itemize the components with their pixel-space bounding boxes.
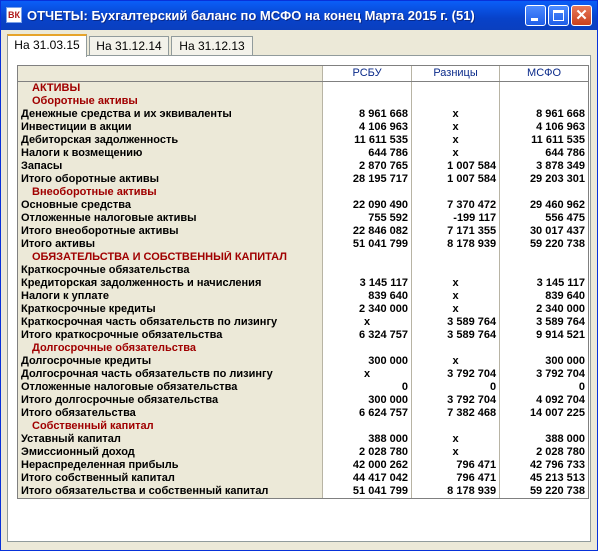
row-msfo [500,82,588,96]
row-diff: x [411,355,499,368]
row-rsbu: 42 000 262 [323,459,412,472]
row-label: Запасы [18,160,323,173]
row-rsbu [323,342,412,355]
row-label: Итого долгосрочные обязательства [18,394,323,407]
row-msfo [500,342,588,355]
row-diff [411,82,499,96]
row-rsbu: 44 417 042 [323,472,412,485]
table-row[interactable] [18,355,588,368]
row-label: Итого краткосрочные обязательства [18,329,323,342]
header-msfo[interactable]: МСФО [500,66,588,82]
row-label: ОБЯЗАТЕЛЬСТВА И СОБСТВЕННЫЙ КАПИТАЛ [18,251,323,264]
table-row[interactable] [18,433,588,446]
row-rsbu: 2 870 765 [323,160,412,173]
row-msfo: 644 786 [545,147,585,159]
table-row[interactable] [18,238,588,251]
row-label: Краткосрочные обязательства [18,264,323,277]
row-label: Налоги к возмещению [18,147,323,160]
table-row[interactable] [18,303,588,316]
row-rsbu: 300 000 [323,394,412,407]
table-row[interactable] [18,329,588,342]
row-diff: 1 007 584 [411,173,499,186]
row-label: Долгосрочные обязательства [18,342,323,355]
table-row[interactable] [18,264,588,277]
row-label: Итого собственный капитал [18,472,323,485]
row-diff: x [411,134,499,147]
row-msfo: 29 203 301 [529,173,585,185]
row-msfo: 556 475 [545,212,585,224]
row-label: Долгосрочные кредиты [18,355,323,368]
row-diff: 8 178 939 [411,238,499,251]
row-diff: 7 382 468 [411,407,499,420]
row-rsbu: 755 592 [323,212,412,225]
table-row[interactable] [18,134,588,147]
row-diff: 3 589 764 [411,329,499,342]
table-row[interactable] [18,225,588,238]
table-row[interactable] [18,368,588,381]
row-msfo: 300 000 [545,355,585,367]
row-diff: 1 007 584 [411,160,499,173]
row-msfo: 8 961 668 [536,108,585,120]
row-diff: 3 589 764 [411,316,499,329]
tab-panel [7,55,591,542]
row-label: Оборотные активы [18,95,323,108]
row-diff: x [411,446,499,459]
row-msfo: 45 213 513 [529,472,585,484]
row-rsbu: 51 041 799 [323,238,412,251]
table-row[interactable] [18,485,588,498]
row-label: Итого внеоборотные активы [18,225,323,238]
row-label: Итого обязательства и собственный капитал [18,485,323,498]
row-msfo: 0 [578,381,585,393]
row-rsbu: 6 624 757 [323,407,412,420]
header-label [18,66,323,82]
row-msfo: 3 792 704 [536,368,585,380]
row-msfo: 59 220 738 [529,238,585,250]
table-row[interactable] [18,277,588,290]
row-msfo: 2 340 000 [536,303,585,315]
row-msfo: 4 092 704 [536,394,585,406]
row-msfo: 2 028 780 [536,446,585,458]
row-diff: x [411,290,499,303]
row-rsbu: 28 195 717 [323,173,412,186]
title-bar[interactable] [1,1,597,30]
table-row[interactable] [18,147,588,160]
row-label: Уставный капитал [18,433,323,446]
table-row[interactable] [18,212,588,225]
row-rsbu [323,264,412,277]
row-label: Эмиссионный доход [18,446,323,459]
row-label: Налоги к уплате [18,290,323,303]
table-row[interactable] [18,173,588,186]
row-diff: x [411,303,499,316]
row-msfo [500,251,588,264]
row-rsbu: x [323,316,412,329]
row-label: АКТИВЫ [18,82,323,96]
row-label: Отложенные налоговые обязательства [18,381,323,394]
row-diff [411,342,499,355]
row-msfo [500,186,588,199]
row-diff: x [411,147,499,160]
row-diff: 3 792 704 [411,368,499,381]
row-rsbu [323,251,412,264]
row-diff: 3 792 704 [411,394,499,407]
row-rsbu: 839 640 [323,290,412,303]
row-label: Нераспределенная прибыль [18,459,323,472]
table-row[interactable] [18,472,588,485]
table-row[interactable] [18,95,588,108]
minimize-icon [531,18,538,21]
row-rsbu: 644 786 [323,147,412,160]
minimize-button[interactable] [525,5,546,26]
row-label: Основные средства [18,199,323,212]
row-msfo: 9 914 521 [536,329,585,341]
table-row[interactable] [18,459,588,472]
row-label: Инвестиции в акции [18,121,323,134]
row-msfo: 59 220 738 [529,485,585,497]
row-msfo: 42 796 733 [529,459,585,471]
row-msfo: 3 589 764 [536,316,585,328]
row-diff [411,420,499,433]
row-diff: x [411,108,499,121]
close-icon: ✕ [575,7,588,24]
maximize-icon [553,10,564,21]
row-diff: x [411,121,499,134]
row-rsbu: 11 611 535 [323,134,412,147]
row-diff: 7 171 355 [411,225,499,238]
table-row[interactable] [18,394,588,407]
row-label: Итого активы [18,238,323,251]
table-row[interactable] [18,160,588,173]
row-msfo [500,420,588,433]
window-title: ОТЧЕТЫ: Бухгалтерский баланс по МСФО на конец Марта 2015 г. (51) [27,8,475,23]
close-button[interactable] [571,5,592,26]
row-diff: 7 370 472 [411,199,499,212]
row-label: Долгосрочная часть обязательств по лизингу [18,368,323,381]
row-rsbu: 388 000 [323,433,412,446]
tab-31-03-15[interactable]: На 31.03.15 [7,34,87,57]
tab-31-12-14[interactable]: На 31.12.14 [89,36,169,55]
table-row[interactable] [18,446,588,459]
table-row[interactable] [18,108,588,121]
row-label: Собственный капитал [18,420,323,433]
row-rsbu: 3 145 117 [323,277,412,290]
table-row[interactable] [18,186,588,199]
row-label: Дебиторская задолженность [18,134,323,147]
row-label: Итого оборотные активы [18,173,323,186]
table-row[interactable] [18,407,588,420]
row-rsbu: 6 324 757 [323,329,412,342]
table-row[interactable] [18,82,588,96]
row-rsbu: 8 961 668 [323,108,412,121]
maximize-button[interactable] [548,5,569,26]
balance-grid[interactable] [17,65,589,499]
row-diff [411,95,499,108]
row-rsbu: 51 041 799 [323,485,412,498]
row-rsbu [323,95,412,108]
row-label: Итого обязательства [18,407,323,420]
table-row[interactable] [18,251,588,264]
header-rsbu[interactable]: РСБУ [323,66,412,82]
row-rsbu: 300 000 [323,355,412,368]
row-msfo: 839 640 [545,290,585,302]
row-rsbu [323,82,412,96]
row-diff: 796 471 [411,472,499,485]
row-msfo [500,95,588,108]
row-msfo: 388 000 [545,433,585,445]
row-msfo: 3 878 349 [536,160,585,172]
row-rsbu: x [323,368,412,381]
row-rsbu: 2 028 780 [323,446,412,459]
row-msfo: 3 145 117 [536,277,585,289]
report-icon[interactable]: ВК [6,7,22,23]
row-rsbu: 2 340 000 [323,303,412,316]
header-diff[interactable]: Разницы [411,66,499,82]
row-label: Внеоборотные активы [18,186,323,199]
table-row[interactable] [18,121,588,134]
row-rsbu: 4 106 963 [323,121,412,134]
row-rsbu: 22 846 082 [323,225,412,238]
row-label: Кредиторская задолженность и начисления [18,277,323,290]
table-row[interactable] [18,199,588,212]
row-label: Отложенные налоговые активы [18,212,323,225]
row-diff: 796 471 [411,459,499,472]
row-rsbu: 0 [323,381,412,394]
row-msfo: 30 017 437 [529,225,585,237]
row-msfo: 14 007 225 [529,407,585,419]
row-diff: x [411,277,499,290]
row-msfo [500,264,588,277]
table-row[interactable] [18,420,588,433]
row-rsbu [323,420,412,433]
row-label: Краткосрочная часть обязательств по лизингу [18,316,323,329]
header-row [18,66,588,82]
table-row[interactable] [18,290,588,303]
row-msfo: 4 106 963 [536,121,585,133]
row-rsbu [323,186,412,199]
row-diff [411,186,499,199]
table-row[interactable] [18,381,588,394]
table-row[interactable] [18,342,588,355]
row-label: Краткосрочные кредиты [18,303,323,316]
row-label: Денежные средства и их эквиваленты [18,108,323,121]
row-diff [411,264,499,277]
row-diff [411,251,499,264]
balance-table [18,66,588,498]
row-diff: 0 [411,381,499,394]
row-diff: -199 117 [411,212,499,225]
row-diff: 8 178 939 [411,485,499,498]
row-msfo: 11 611 535 [531,134,585,146]
tab-31-12-13[interactable]: На 31.12.13 [171,36,253,55]
row-msfo: 29 460 962 [529,199,585,211]
row-diff: x [411,433,499,446]
table-row[interactable] [18,316,588,329]
row-rsbu: 22 090 490 [323,199,412,212]
